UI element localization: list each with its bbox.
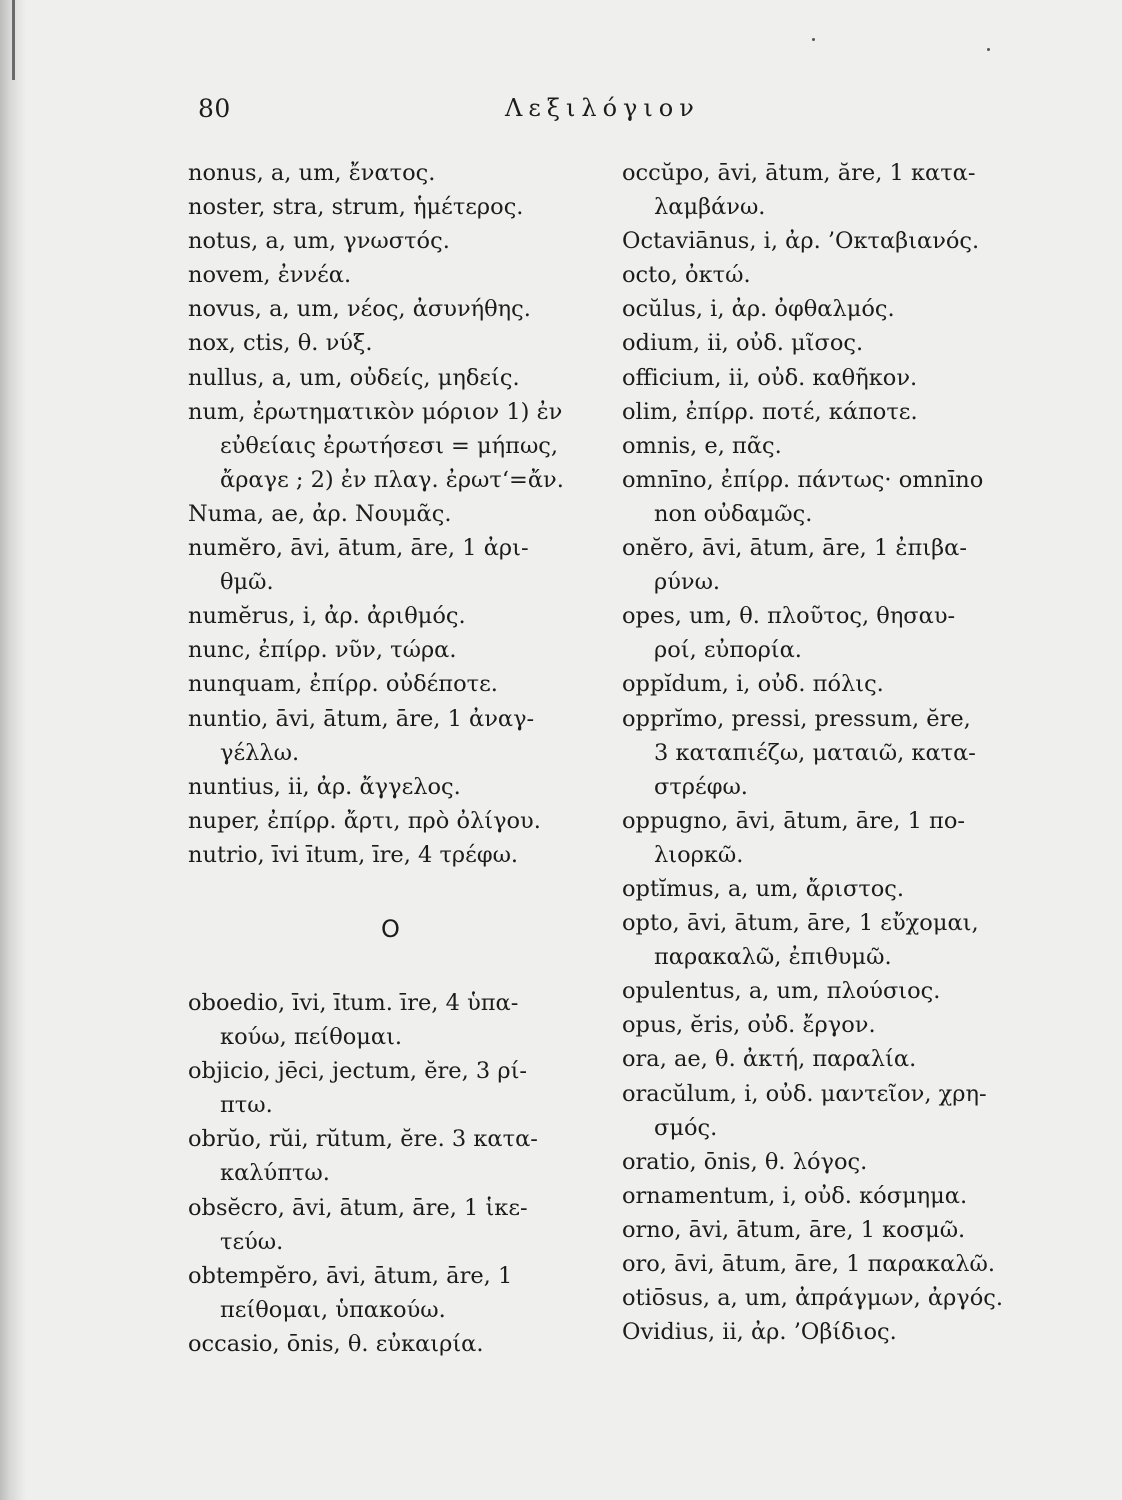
entry-line: nullus, a, um, οὐδείς, μηδείς. [188, 364, 520, 391]
entry-line: nunc, ἐπίρρ. νῦν, τώρα. [188, 637, 457, 664]
entry-line: opulentus, a, um, πλούσιος. [622, 978, 941, 1005]
entry-line: notus, a, um, γνωστός. [188, 228, 450, 255]
page-binding-shadow [0, 0, 26, 1500]
entry-line: officium, ii, οὐδ. καθῆκον. [622, 364, 918, 391]
entry-line: occŭpo, āvi, ātum, ăre, 1 κατα- [622, 160, 976, 186]
entry-line: numĕrus, i, ἀρ. ἀριθμός. [188, 603, 466, 630]
entry-line: θμῶ. [220, 569, 274, 596]
entry-line: optĭmus, a, um, ἄριστος. [622, 875, 905, 902]
entry-line: γέλλω. [220, 739, 300, 766]
entry-line: obsĕcro, āvi, ātum, āre, 1 ἱκε- [188, 1194, 528, 1221]
entry-line: oboedio, īvi, ītum. īre, 4 ὑπα- [188, 989, 519, 1016]
section-letter: O [381, 914, 400, 943]
entry-line: onĕro, āvi, ātum, āre, 1 ἐπιβα- [622, 535, 967, 562]
entry-line: λιορκῶ. [654, 841, 744, 868]
entry-line: nonus, a, um, ἔνατος. [188, 160, 436, 186]
entry-line: noster, stra, strum, ἡμέτερος. [188, 194, 524, 221]
entry-line: obtempĕro, āvi, ātum, āre, 1 [188, 1262, 513, 1289]
entry-line: num, ἐρωτηματικὸν μόριον 1) ἐν [188, 398, 563, 425]
entry-line: non οὐδαμῶς. [654, 500, 813, 527]
entry-line: ροί, εὐπορία. [654, 637, 802, 664]
left-entries-o [188, 986, 603, 1361]
entry-line: πτω. [220, 1092, 273, 1119]
entry-line: oppugno, āvi, ātum, āre, 1 πο- [622, 807, 965, 834]
left-column [188, 156, 603, 1361]
entry-line: nunquam, ἐπίρρ. οὐδέποτε. [188, 671, 498, 698]
running-head: Λεξιλόγιον [505, 94, 700, 122]
entry-line: στρέφω. [654, 773, 748, 800]
entry-line: σμός. [654, 1114, 718, 1141]
entry-line: Octaviānus, i, ἀρ. ’Οκταβιανός. [622, 228, 980, 255]
speck [987, 48, 990, 51]
entry-line: numĕro, āvi, ātum, āre, 1 ἀρι- [188, 535, 529, 562]
entry-line: 3 καταπιέζω, ματαιῶ, κατα- [654, 739, 976, 766]
entry-line: nuntius, ii, ἀρ. ἄγγελος. [188, 773, 461, 800]
entry-line: ρύνω. [654, 569, 721, 596]
entry-line: opes, um, θ. πλοῦτος, θησαυ- [622, 603, 956, 630]
right-entries [622, 156, 1062, 1349]
entry-line: novus, a, um, νέος, ἀσυνήθης. [188, 296, 531, 323]
entry-line: λαμβάνω. [654, 194, 766, 221]
left-entries-n [188, 156, 603, 872]
entry-line: occasio, ōnis, θ. εὐκαιρία. [188, 1330, 484, 1357]
entry-line: orno, āvi, ātum, āre, 1 κοσμῶ. [622, 1216, 966, 1243]
speck [812, 38, 815, 41]
entry-line: octo, ὀκτώ. [622, 262, 751, 289]
entry-line: nox, ctis, θ. νύξ. [188, 330, 373, 357]
entry-line: otiōsus, a, um, ἀπράγμων, ἀργός. [622, 1285, 1004, 1312]
entry-line: Ovidius, ii, ἀρ. ’Οβίδιος. [622, 1319, 897, 1346]
entry-line: oratio, ōnis, θ. λόγος. [622, 1148, 868, 1175]
entry-line: odium, ii, οὐδ. μῖσος. [622, 330, 864, 357]
entry-line: Numa, ae, ἀρ. Νουμᾶς. [188, 500, 452, 527]
entry-line: opto, āvi, ātum, āre, 1 εὔχομαι, [622, 910, 979, 937]
entry-line: nuntio, āvi, ātum, āre, 1 ἀναγ- [188, 705, 535, 732]
entry-line: oppĭdum, i, οὐδ. πόλις. [622, 671, 884, 698]
entry-line: objicio, jēci, jectum, ĕre, 3 ρί- [188, 1058, 528, 1085]
entry-line: opprĭmo, pressi, pressum, ĕre, [622, 705, 971, 732]
entry-line: obrŭo, rŭi, rŭtum, ĕre. 3 κατα- [188, 1126, 538, 1153]
entry-line: τεύω. [220, 1228, 284, 1255]
entry-line: opus, ĕris, οὐδ. ἔργον. [622, 1012, 876, 1039]
entry-line: ora, ae, θ. ἀκτή, παραλία. [622, 1046, 917, 1073]
entry-line: oracŭlum, i, οὐδ. μαντεῖον, χρη- [622, 1080, 987, 1107]
entry-line: omnīno, ἐπίρρ. πάντως· omnīno [622, 466, 984, 493]
entry-line: πείθομαι, ὑπακούω. [220, 1296, 446, 1323]
entry-line: παρακαλῶ, ἐπιθυμῶ. [654, 944, 892, 971]
entry-line: ocŭlus, i, ἀρ. ὀφθαλμός. [622, 296, 895, 323]
entry-line: nutrio, īvi ītum, īre, 4 τρέφω. [188, 841, 519, 868]
entry-line: omnis, e, πᾶς. [622, 432, 782, 459]
entry-line: εὐθείαις ἐρωτήσεσι = μήπως, [220, 432, 559, 459]
binding-mark [12, 0, 15, 80]
entry-line: κούω, πείθομαι. [220, 1024, 403, 1051]
entry-line: καλύπτω. [220, 1160, 330, 1187]
entry-line: ornamentum, i, οὐδ. κόσμημα. [622, 1182, 968, 1209]
entry-line: nuper, ἐπίρρ. ἄρτι, πρὸ ὀλίγου. [188, 807, 541, 834]
entry-line: olim, ἐπίρρ. ποτέ, κάποτε. [622, 398, 918, 425]
entry-line: ἄραγε ; 2) ἐν πλαγ. ἐρωτ‘=ἄν. [220, 466, 564, 493]
entry-line: novem, ἐννέα. [188, 262, 352, 289]
right-column [622, 156, 1062, 1349]
entry-line: oro, āvi, ātum, āre, 1 παρακαλῶ. [622, 1251, 996, 1277]
page-number: 80 [198, 94, 231, 123]
